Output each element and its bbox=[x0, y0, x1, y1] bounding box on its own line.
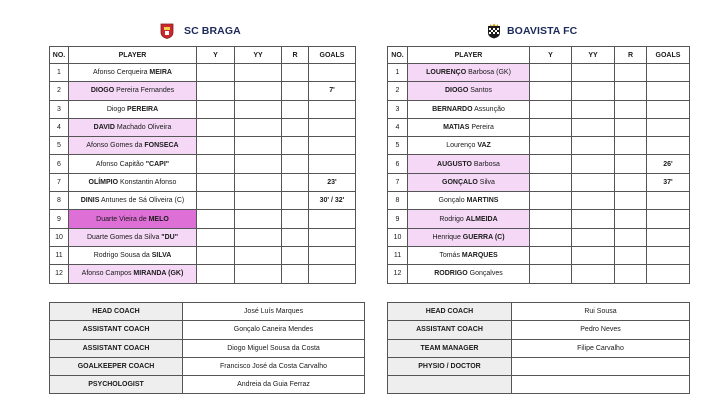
staff-row bbox=[388, 339, 690, 357]
table-row bbox=[50, 155, 356, 173]
player-card-y bbox=[530, 82, 572, 100]
player-goals bbox=[647, 265, 690, 283]
player-card-y bbox=[197, 265, 235, 283]
braga-crest-icon bbox=[160, 23, 174, 39]
staff-role bbox=[388, 376, 512, 394]
player-name-post: Barbosa bbox=[471, 160, 500, 168]
player-goals: 7' bbox=[309, 82, 356, 100]
player-card-r bbox=[615, 100, 647, 118]
player-card-r bbox=[282, 100, 309, 118]
boavista-crest-icon bbox=[487, 23, 501, 39]
player-card-yy bbox=[572, 82, 615, 100]
player-goals bbox=[309, 137, 356, 155]
player-number: 4 bbox=[50, 118, 69, 136]
player-name bbox=[69, 228, 197, 246]
player-name-bold: DIOGO bbox=[90, 87, 115, 95]
player-number: 12 bbox=[50, 265, 69, 283]
table-row bbox=[388, 155, 690, 173]
player-number: 11 bbox=[50, 246, 69, 264]
player-card-r bbox=[615, 265, 647, 283]
player-name-bold: "CAPI" bbox=[145, 160, 170, 168]
col-yy: YY bbox=[572, 47, 615, 64]
team-name-braga: SC BRAGA bbox=[184, 25, 241, 37]
staff-name: Pedro Neves bbox=[512, 321, 690, 339]
player-goals bbox=[647, 137, 690, 155]
player-name-bold: MATIAS bbox=[443, 124, 470, 132]
player-goals bbox=[309, 64, 356, 82]
player-card-r bbox=[615, 64, 647, 82]
player-name-post: Barbosa (GK) bbox=[466, 69, 511, 77]
player-card-y bbox=[530, 228, 572, 246]
player-number: 3 bbox=[50, 100, 69, 118]
staff-row bbox=[50, 376, 365, 394]
staff-row bbox=[388, 357, 690, 375]
player-number: 6 bbox=[50, 155, 69, 173]
table-row bbox=[388, 64, 690, 82]
player-goals bbox=[309, 210, 356, 228]
player-goals bbox=[309, 265, 356, 283]
player-card-r bbox=[282, 265, 309, 283]
col-goals: GOALS bbox=[647, 47, 690, 64]
player-goals bbox=[647, 64, 690, 82]
table-row bbox=[50, 100, 356, 118]
table-row bbox=[50, 173, 356, 191]
player-card-y bbox=[530, 265, 572, 283]
staff-name: Francisco José da Costa Carvalho bbox=[183, 357, 365, 375]
player-card-r bbox=[615, 246, 647, 264]
player-name-bold: LOURENÇO bbox=[426, 69, 467, 77]
player-number: 5 bbox=[388, 137, 408, 155]
table-row bbox=[50, 228, 356, 246]
team-header-boavista bbox=[487, 20, 577, 42]
player-card-y bbox=[530, 100, 572, 118]
player-number: 10 bbox=[388, 228, 408, 246]
player-name bbox=[408, 265, 530, 283]
player-number: 3 bbox=[388, 100, 408, 118]
player-name-bold: ALMEIDA bbox=[465, 215, 498, 223]
player-card-yy bbox=[235, 246, 282, 264]
player-name-bold: PEREIRA bbox=[127, 105, 159, 113]
player-name-post: Assunção bbox=[472, 105, 505, 113]
staff-row bbox=[388, 376, 690, 394]
player-name bbox=[408, 118, 530, 136]
staff-table-braga bbox=[49, 302, 365, 394]
roster-header-row bbox=[388, 47, 690, 64]
player-card-yy bbox=[235, 100, 282, 118]
staff-row bbox=[388, 303, 690, 321]
col-r: R bbox=[615, 47, 647, 64]
col-no: NO. bbox=[388, 47, 408, 64]
player-name-post: Pereira Fernandes bbox=[114, 87, 175, 95]
player-name-bold: MARTINS bbox=[466, 197, 499, 205]
staff-table-boavista bbox=[387, 302, 690, 394]
player-card-yy bbox=[235, 265, 282, 283]
player-number: 9 bbox=[50, 210, 69, 228]
player-name-bold: GONÇALO bbox=[442, 178, 478, 186]
player-card-yy bbox=[572, 137, 615, 155]
staff-role: HEAD COACH bbox=[388, 303, 512, 321]
col-y: Y bbox=[530, 47, 572, 64]
player-card-yy bbox=[235, 228, 282, 246]
player-name bbox=[69, 265, 197, 283]
player-card-r bbox=[282, 118, 309, 136]
player-number: 5 bbox=[50, 137, 69, 155]
player-number: 9 bbox=[388, 210, 408, 228]
player-name-bold: RODRIGO bbox=[434, 270, 468, 278]
player-name bbox=[69, 82, 197, 100]
player-card-y bbox=[530, 246, 572, 264]
player-card-y bbox=[530, 118, 572, 136]
table-row bbox=[388, 118, 690, 136]
player-card-r bbox=[282, 246, 309, 264]
player-card-y bbox=[197, 118, 235, 136]
table-row bbox=[388, 82, 690, 100]
player-card-y bbox=[197, 137, 235, 155]
player-card-yy bbox=[572, 100, 615, 118]
player-name-pre: Lourenço bbox=[446, 142, 478, 150]
player-card-r bbox=[615, 173, 647, 191]
col-no: NO. bbox=[50, 47, 69, 64]
table-row bbox=[388, 100, 690, 118]
player-card-yy bbox=[572, 118, 615, 136]
player-card-yy bbox=[235, 118, 282, 136]
staff-name: Filipe Carvalho bbox=[512, 339, 690, 357]
player-number: 8 bbox=[50, 192, 69, 210]
player-goals bbox=[309, 246, 356, 264]
player-card-r bbox=[282, 210, 309, 228]
player-number: 4 bbox=[388, 118, 408, 136]
player-card-r bbox=[615, 137, 647, 155]
staff-role: GOALKEEPER COACH bbox=[50, 357, 183, 375]
player-card-y bbox=[197, 82, 235, 100]
player-card-r bbox=[282, 155, 309, 173]
player-name-bold: DIOGO bbox=[444, 87, 469, 95]
player-card-yy bbox=[572, 192, 615, 210]
player-card-yy bbox=[235, 137, 282, 155]
player-number: 10 bbox=[50, 228, 69, 246]
player-number: 1 bbox=[388, 64, 408, 82]
player-name-pre: Duarte Vieira de bbox=[96, 215, 149, 223]
player-name-bold: OLÍMPIO bbox=[88, 178, 119, 186]
player-name-pre: Tomás bbox=[439, 252, 462, 260]
player-card-yy bbox=[235, 64, 282, 82]
table-row bbox=[50, 265, 356, 283]
staff-row bbox=[50, 303, 365, 321]
team-header-braga bbox=[160, 20, 241, 42]
player-name-pre: Rodrigo bbox=[439, 215, 466, 223]
player-goals bbox=[309, 100, 356, 118]
player-card-r bbox=[282, 228, 309, 246]
player-card-yy bbox=[572, 228, 615, 246]
staff-name: Diogo Miguel Sousa da Costa bbox=[183, 339, 365, 357]
player-name-bold: FONSECA bbox=[144, 142, 179, 150]
player-name-post: Konstantin Afonso bbox=[118, 178, 177, 186]
player-goals bbox=[309, 155, 356, 173]
player-card-r bbox=[615, 210, 647, 228]
staff-role: ASSISTANT COACH bbox=[50, 339, 183, 357]
player-card-yy bbox=[572, 155, 615, 173]
col-y: Y bbox=[197, 47, 235, 64]
staff-name: Rui Sousa bbox=[512, 303, 690, 321]
player-name-pre: Diogo bbox=[106, 105, 128, 113]
player-goals bbox=[647, 228, 690, 246]
staff-name: José Luís Marques bbox=[183, 303, 365, 321]
player-goals bbox=[647, 118, 690, 136]
staff-row bbox=[388, 321, 690, 339]
table-row bbox=[388, 192, 690, 210]
roster-table-boavista bbox=[387, 46, 690, 284]
player-name-bold: DINIS bbox=[80, 197, 100, 205]
player-card-y bbox=[197, 155, 235, 173]
player-name bbox=[69, 173, 197, 191]
table-row bbox=[50, 192, 356, 210]
player-name-bold: SILVA bbox=[151, 252, 172, 260]
player-card-r bbox=[615, 155, 647, 173]
player-goals: 30' / 32' bbox=[309, 192, 356, 210]
player-name bbox=[69, 155, 197, 173]
staff-role: PHYSIO / DOCTOR bbox=[388, 357, 512, 375]
player-name-pre: Henrique bbox=[432, 233, 463, 241]
player-card-y bbox=[197, 246, 235, 264]
staff-role: PSYCHOLOGIST bbox=[50, 376, 183, 394]
player-card-y bbox=[530, 64, 572, 82]
player-name bbox=[408, 155, 530, 173]
player-card-y bbox=[197, 192, 235, 210]
player-number: 7 bbox=[50, 173, 69, 191]
player-name bbox=[408, 228, 530, 246]
player-card-yy bbox=[235, 210, 282, 228]
player-goals bbox=[647, 100, 690, 118]
player-name bbox=[408, 210, 530, 228]
player-card-r bbox=[282, 82, 309, 100]
player-card-r bbox=[615, 228, 647, 246]
player-card-yy bbox=[572, 173, 615, 191]
player-name bbox=[69, 246, 197, 264]
player-card-r bbox=[615, 192, 647, 210]
player-name-pre: Afonso Campos bbox=[81, 270, 134, 278]
player-card-y bbox=[530, 173, 572, 191]
player-card-yy bbox=[235, 192, 282, 210]
roster-table-braga bbox=[49, 46, 356, 284]
player-name-pre: Afonso Gomes da bbox=[86, 142, 145, 150]
player-name-bold: MARQUES bbox=[461, 252, 498, 260]
table-row bbox=[388, 210, 690, 228]
player-card-y bbox=[197, 173, 235, 191]
player-card-y bbox=[197, 210, 235, 228]
player-card-r bbox=[615, 82, 647, 100]
player-number: 2 bbox=[388, 82, 408, 100]
staff-row bbox=[50, 321, 365, 339]
player-number: 7 bbox=[388, 173, 408, 191]
table-row bbox=[50, 246, 356, 264]
player-name-post: Silva bbox=[477, 178, 495, 186]
table-row bbox=[388, 246, 690, 264]
staff-role: HEAD COACH bbox=[50, 303, 183, 321]
player-name-post: Machado Oliveira bbox=[114, 124, 172, 132]
player-name-bold: MEIRA bbox=[149, 69, 172, 77]
player-card-y bbox=[197, 64, 235, 82]
table-row bbox=[50, 118, 356, 136]
player-goals bbox=[647, 192, 690, 210]
staff-name bbox=[512, 376, 690, 394]
player-name bbox=[69, 64, 197, 82]
table-row bbox=[50, 82, 356, 100]
player-goals bbox=[647, 246, 690, 264]
col-goals: GOALS bbox=[309, 47, 356, 64]
player-name-post: Santos bbox=[468, 87, 493, 95]
player-number: 1 bbox=[50, 64, 69, 82]
player-name-bold: "DU" bbox=[161, 233, 179, 241]
player-name-bold: AUGUSTO bbox=[437, 160, 472, 168]
player-card-r bbox=[282, 192, 309, 210]
player-name bbox=[408, 100, 530, 118]
player-card-r bbox=[282, 64, 309, 82]
player-name-pre: Afonso Capitão bbox=[95, 160, 146, 168]
player-name-pre: Rodrigo Sousa da bbox=[93, 252, 152, 260]
staff-row bbox=[50, 357, 365, 375]
player-name bbox=[408, 82, 530, 100]
player-name-bold: GUERRA (C) bbox=[462, 233, 505, 241]
table-row bbox=[50, 137, 356, 155]
player-card-y bbox=[197, 100, 235, 118]
player-name bbox=[69, 192, 197, 210]
staff-name: Andreia da Guia Ferraz bbox=[183, 376, 365, 394]
player-name bbox=[408, 64, 530, 82]
player-card-y bbox=[530, 137, 572, 155]
player-goals bbox=[647, 82, 690, 100]
player-card-yy bbox=[235, 173, 282, 191]
player-name-post: Antunes de Sá Oliveira (C) bbox=[99, 197, 185, 205]
player-name bbox=[69, 100, 197, 118]
player-card-y bbox=[530, 155, 572, 173]
player-goals: 23' bbox=[309, 173, 356, 191]
player-name bbox=[69, 210, 197, 228]
player-card-yy bbox=[235, 82, 282, 100]
player-card-r bbox=[615, 118, 647, 136]
team-name-boavista: BOAVISTA FC bbox=[507, 25, 578, 37]
player-goals: 37' bbox=[647, 173, 690, 191]
player-number: 11 bbox=[388, 246, 408, 264]
col-player: PLAYER bbox=[408, 47, 530, 64]
player-goals bbox=[647, 210, 690, 228]
player-name bbox=[69, 137, 197, 155]
player-card-yy bbox=[235, 155, 282, 173]
player-card-yy bbox=[572, 246, 615, 264]
player-card-r bbox=[282, 173, 309, 191]
player-name bbox=[69, 118, 197, 136]
staff-role: ASSISTANT COACH bbox=[50, 321, 183, 339]
player-card-y bbox=[530, 210, 572, 228]
staff-name bbox=[512, 357, 690, 375]
player-name-pre: Gonçalo bbox=[438, 197, 467, 205]
player-card-yy bbox=[572, 265, 615, 283]
table-row bbox=[388, 137, 690, 155]
staff-role: TEAM MANAGER bbox=[388, 339, 512, 357]
player-name-bold: BERNARDO bbox=[432, 105, 473, 113]
player-name-bold: MIRANDA (GK) bbox=[133, 270, 184, 278]
player-card-y bbox=[197, 228, 235, 246]
player-card-yy bbox=[572, 64, 615, 82]
player-name-pre: Afonso Cerqueira bbox=[93, 69, 150, 77]
table-row bbox=[50, 64, 356, 82]
player-number: 6 bbox=[388, 155, 408, 173]
staff-name: Gonçalo Caneira Mendes bbox=[183, 321, 365, 339]
staff-row bbox=[50, 339, 365, 357]
player-number: 2 bbox=[50, 82, 69, 100]
staff-role: ASSISTANT COACH bbox=[388, 321, 512, 339]
player-name bbox=[408, 137, 530, 155]
player-name-post: Gonçalves bbox=[467, 270, 503, 278]
player-card-y bbox=[530, 192, 572, 210]
player-goals: 26' bbox=[647, 155, 690, 173]
col-r: R bbox=[282, 47, 309, 64]
player-name-bold: DAVID bbox=[93, 124, 115, 132]
player-name-bold: MELO bbox=[148, 215, 169, 223]
player-name bbox=[408, 246, 530, 264]
table-row bbox=[50, 210, 356, 228]
col-yy: YY bbox=[235, 47, 282, 64]
player-name bbox=[408, 173, 530, 191]
table-row bbox=[388, 173, 690, 191]
roster-header-row bbox=[50, 47, 356, 64]
player-number: 12 bbox=[388, 265, 408, 283]
player-number: 8 bbox=[388, 192, 408, 210]
table-row bbox=[388, 228, 690, 246]
player-goals bbox=[309, 118, 356, 136]
player-goals bbox=[309, 228, 356, 246]
table-row bbox=[388, 265, 690, 283]
player-name-post: Pereira bbox=[469, 124, 494, 132]
player-card-r bbox=[282, 137, 309, 155]
player-name bbox=[408, 192, 530, 210]
player-name-bold: VAZ bbox=[477, 142, 491, 150]
player-card-yy bbox=[572, 210, 615, 228]
player-name-pre: Duarte Gomes da Silva bbox=[86, 233, 162, 241]
col-player: PLAYER bbox=[69, 47, 197, 64]
